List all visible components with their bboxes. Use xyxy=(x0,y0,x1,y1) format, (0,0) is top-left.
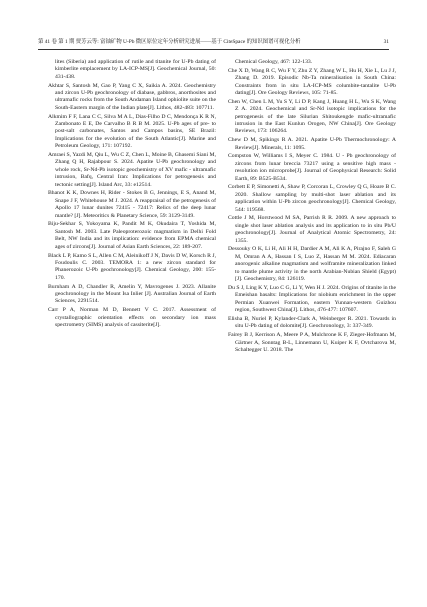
reference-entry: Burnham A D, Chandler R, Amelin Y, Mavrogenes J. 2023. Allanite geochronology in the Mount Isa Inlier [J]. Australian Journal of Earth Sciences, 2291514. xyxy=(48,283,216,305)
reference-entry: Corbett E P, Simonetti A, Shaw P, Corcoran L, Crowley Q G, Hoare B C. 2020. Shallow sampling by multi-shot laser ablation and its application within U-Pb zircon geochronology[J]. Chemical Geology, 544: 119568. xyxy=(228,184,396,213)
reference-entry: Cottle J M, Horstwood M SA, Parrish R R. 2009. A new approach to single shot laser ablation analysis and its application to in situ Pb/U geochronology[J]. Journal of Analytical Atomic Spectrometry, 24: 1355. xyxy=(228,215,396,244)
references-left-column xyxy=(48,59,216,589)
reference-entry: Black L P, Kamo S L, Allen C M, Aleinikoff J N, Davis D W, Korsch R J, Foudoulis C. 2003. TEMORA 1: a new zircon standard for Phanerozoic U-Pb geochronology[J]. Chemical Geology, 200: 155-170. xyxy=(48,252,216,281)
references-right-column xyxy=(228,59,396,589)
reference-entry: Chew D M, Spikings R A. 2021. Apatite U-Pb Thermochronology: A Review[J]. Minerals, 11: 1095. xyxy=(228,137,396,151)
reference-entry: Amraei S, Yazdi M, Qiu L, Wu C Z, Chen L, Moine B, Ghasemi Siani M, Zhang Q H, Rajabpour S. 2024. Apatite U-Pb geochronology and whole rock, Sr-Nd-Pb isotopic geochemistry of XV mafic - ultramafic intrusion, Bafq, Central Iran: Implications for petrogenesis and tectonic setting[J]. Island Arc, 33: e12514. xyxy=(48,152,216,188)
reference-entry: Compston W, Williams I S, Meyer C. 1984. U - Pb geochronology of zircons from lunar breccia 73217 using a sensitive high mass - resolution ion microprobe[J]. Journal of Geophysical Research: Solid Earth, 89: B525-B534. xyxy=(228,153,396,182)
reference-entry: Chemical Geology, 467: 122-133. xyxy=(235,59,313,65)
page-number: 31 xyxy=(383,39,389,45)
header-title: 第 41 卷 第 1 期 贾芳云等: 富铀矿物 U-Pb 微区原位定年分析研究进展——基于 CiteSpace 的知识图谱可视化分析 xyxy=(38,39,301,45)
reference-entry: Carr P A, Norman M D, Bennett V C. 2017. Assessment of crystallographic orientation effects on secondary ion mass spectrometry (SIMS) analysis of cassiterite[J]. xyxy=(48,307,216,328)
header-rule xyxy=(38,49,389,50)
reference-entry: Dessouky O K, Li H, Ali H H, Dardier A M, Ali K A, Pirajno F, Saleh G M, Omran A A, Hassan I S, Luo Z, Hassan M M. 2024. Ediacaran anorogenic alkaline magmatism and wolframite mineralization linked to mantle plume activity in the north Arabian-Nubian Shield (Egypt)[J]. Geochemistry, 84: 126119. xyxy=(228,246,396,283)
reference-entry: Bhanot K K, Downes H, Rider - Stokes B G, Jennings, E S, Anand M, Snape J F, Whitehouse M J. 2024. A reappraisal of the petrogenesis of Apollo 17 lunar dunites 72415 - 72417: Relics of the deep lunar mantle? [J]. Meteoritics & Planetary Science, 59: 3129-3149. xyxy=(48,190,216,219)
reference-entry: lites (Siberia) and application of rutile and titanite for U-Pb dating of kimberlite emplacement by LA-ICP-MS[J]. Geochemical Journal, 50: 431-438. xyxy=(55,59,216,80)
reference-entry: Biju-Sekhar S, Yokoyama K, Pandit M K, Okudaira T, Yoshida M, Santosh M. 2003. Late Paleoproterozoic magmatism in Delhi Fold Belt, NW India and its implication: evidence from EPMA chemical ages of zircons[J]. Journal of Asian Earth Sciences, 22: 189-207. xyxy=(48,221,216,250)
reference-entry: Chen W, Chen L M, Yu S Y, Li D P, Kang J, Huang H L, Wu S K, Wang Z A. 2024. Geochemical and Sr-Nd isotopic implications for the petrogenesis of the late Silurian Shitoukengde mafic-ultramafic intrusion in the East Kunlun Orogen, NW China[J]. Ore Geology Reviews, 173: 106264. xyxy=(228,98,396,135)
reference-entry: Akhtar S, Santosh M, Gao P, Yang C X, Saikia A. 2024. Geochemistry and zircon U-Pb geochronology of diabase, gabbros, anorthosites and ultramafic rocks from the South Andaman Island ophiolite suite on the South-Eastern margin of the Indian plate[J]. Lithos, 482-483: 107711. xyxy=(48,82,216,111)
reference-entry: Du S J, Ling K Y, Luo C G, Li Y, Wen H J. 2024. Origins of titanite in the Emeishan basalts: Implications for niobium enrichment in the upper Permian Xuanwei Formation, eastern Yunnan-western Guizhou region, Southwest China[J]. Lithos, 476-477: 107607. xyxy=(228,284,396,314)
running-header xyxy=(38,36,389,48)
reference-entry: Elisha B, Nuriel P, Kylander-Clark A, Weinberger R. 2021. Towards in situ U-Pb dating of dolomite[J]. Geochronology, 3: 337-349. xyxy=(228,315,396,330)
reference-entry: Che X D, Wang R C, Wu F Y, Zhu Z Y, Zhang W L, Hu H, Xie L, Lu J J, Zhang D. 2019. Episodic Nb-Ta mineralisation in South China: Constraints from in situ LA-ICP-MS columbite-tantalite U-Pb dating[J]. Ore Geology Reviews, 105: 71-85. xyxy=(228,67,396,97)
reference-entry: Fairey B J, Kerrison A, Meere P A, Mulchrone K F, Zieger-Hofmann M, Gärtner A, Sonntag B-L, Linnemann U, Kuiper K F, Ovtcharova M, Schaltegger U. 2018. The xyxy=(228,332,396,353)
reference-entry: Alkmim F F, Lana C C, Silva M A L, Dias-Filho D C, Mendonça K R N, Zambonato E E, De Carvalho B R B M. 2025. U-Pb ages of pre- to post-salt carbonates, Santos and Campos basins, SE Brazil: Implications for the evolution of the South Atlantic[J]. Marine and Petroleum Geology, 171: 107192. xyxy=(48,113,216,150)
